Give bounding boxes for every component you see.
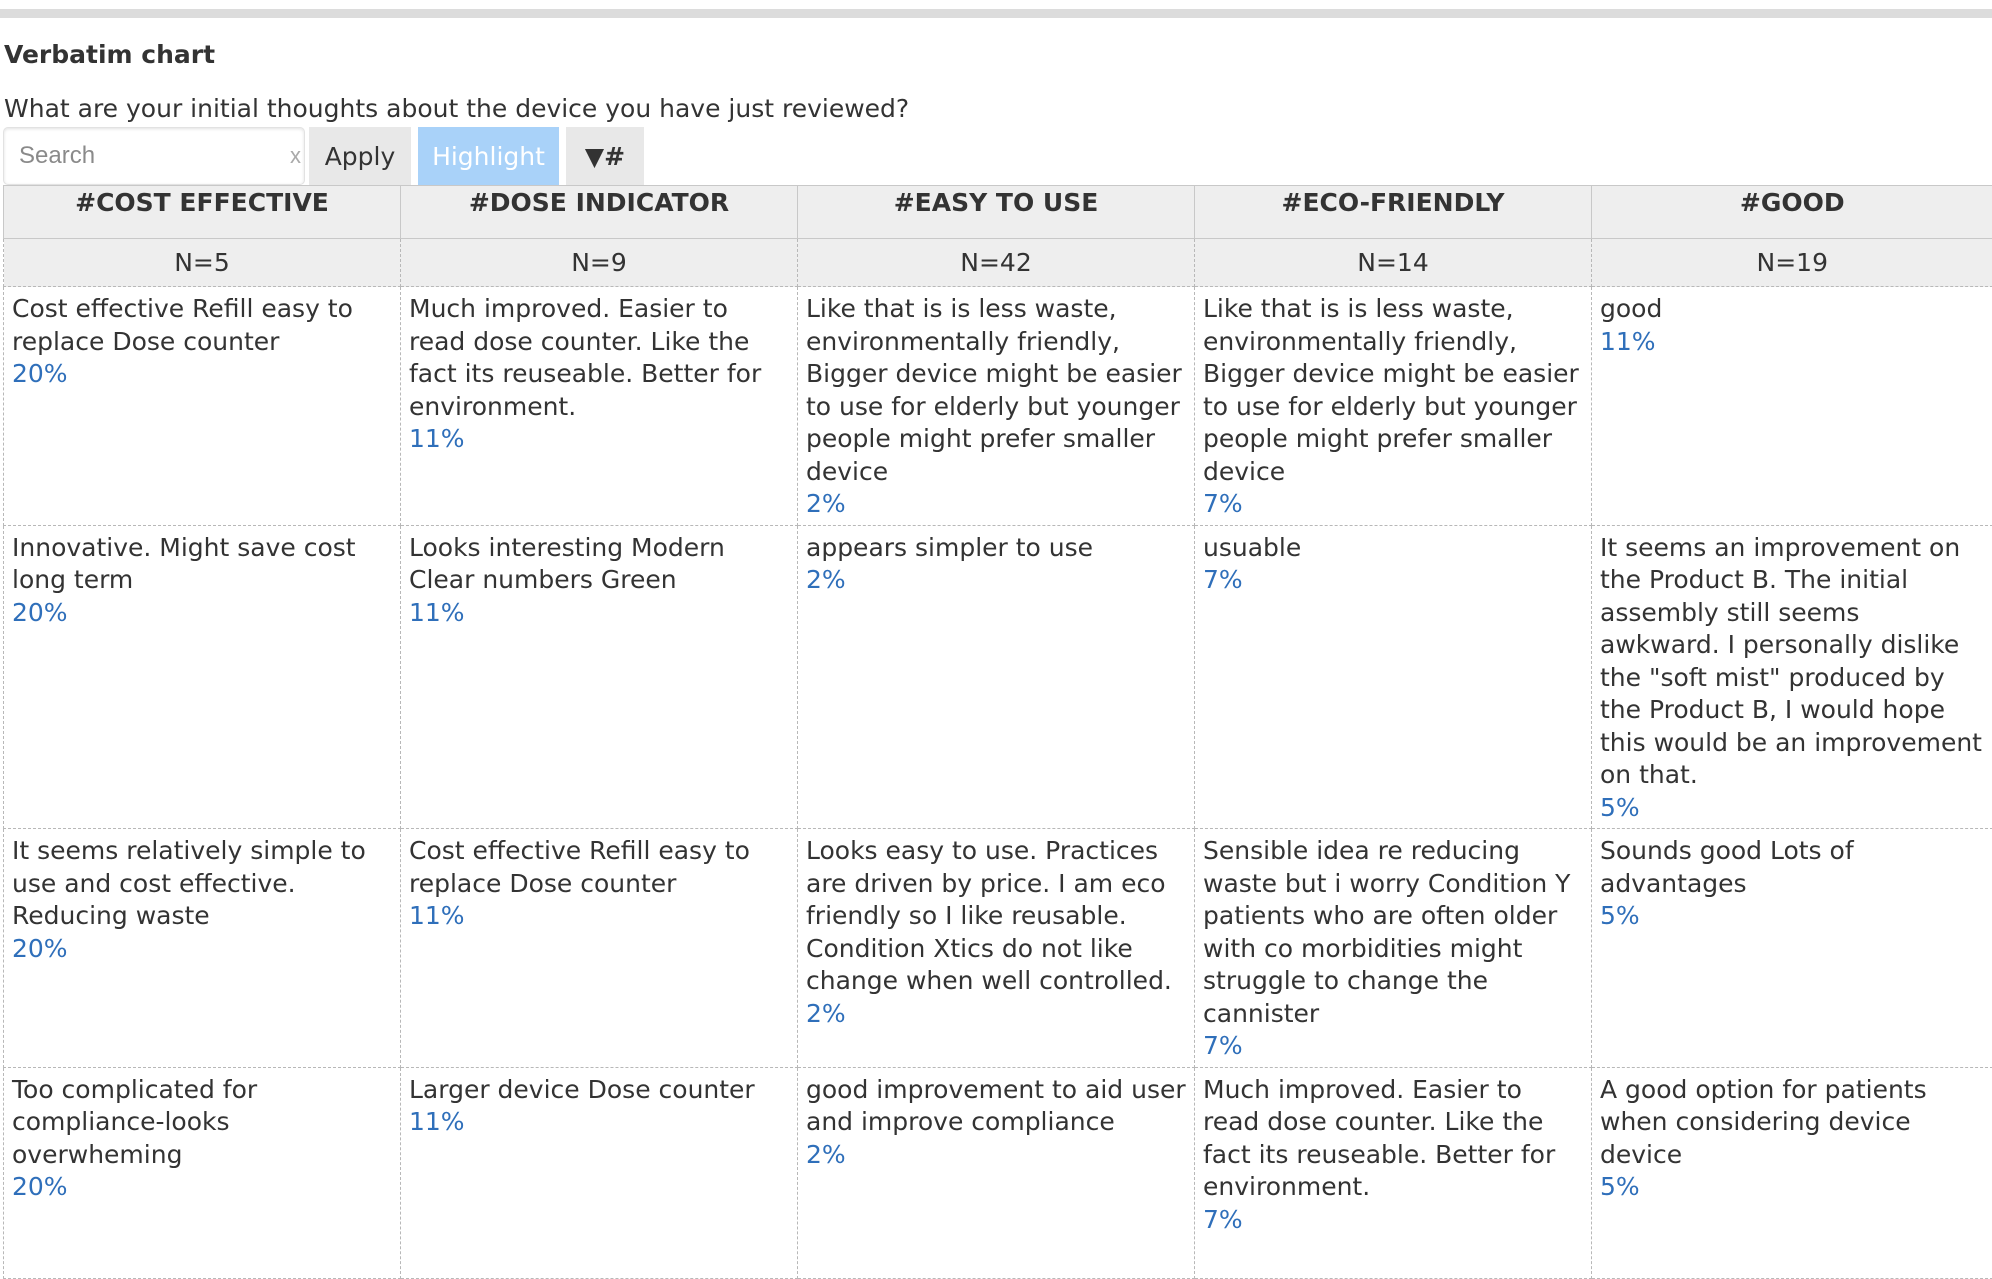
verbatim-cell — [1195, 287, 1592, 526]
verbatim-text: Like that is is less waste, environmentally friendly, Bigger device might be easier to use for elderly but younger people might prefer smaller device — [806, 293, 1186, 488]
verbatim-text: Much improved. Easier to read dose counter. Like the fact its reuseable. Better for environment. — [1203, 1074, 1583, 1204]
verbatim-percent: 7% — [1203, 564, 1583, 597]
verbatim-cell — [1592, 829, 1992, 1068]
verbatim-text: good improvement to aid user and improve compliance — [806, 1074, 1186, 1139]
verbatim-percent: 20% — [12, 1171, 392, 1204]
verbatim-cell — [1195, 1067, 1592, 1278]
verbatim-percent: 11% — [409, 423, 789, 456]
apply-button[interactable]: Apply — [309, 127, 411, 185]
verbatim-percent: 20% — [12, 933, 392, 966]
verbatim-cell — [4, 287, 401, 526]
verbatim-percent: 11% — [1600, 326, 1985, 359]
verbatim-percent: 7% — [1203, 1030, 1583, 1063]
verbatim-percent: 2% — [806, 564, 1186, 597]
search-box — [3, 127, 305, 185]
verbatim-text: Larger device Dose counter — [409, 1074, 789, 1107]
table-row — [4, 525, 1992, 829]
count-row — [4, 239, 1992, 287]
verbatim-cell — [1195, 829, 1592, 1068]
verbatim-percent: 2% — [806, 998, 1186, 1031]
verbatim-cell — [4, 525, 401, 829]
verbatim-text: It seems an improvement on the Product B. The initial assembly still seems awkward. I personally dislike the "soft mist" produced by the Product B, I would hope this would be an improvement on that. — [1600, 532, 1985, 792]
verbatim-cell — [4, 829, 401, 1068]
verbatim-percent: 7% — [1203, 488, 1583, 521]
column-header[interactable]: #GOOD — [1592, 186, 1992, 239]
column-count: N=19 — [1592, 239, 1992, 287]
verbatim-percent: 2% — [806, 1139, 1186, 1172]
sort-filter-button[interactable]: ▼# — [566, 127, 644, 185]
header-row — [4, 186, 1992, 239]
verbatim-table — [3, 185, 1992, 1279]
verbatim-percent: 11% — [409, 1106, 789, 1139]
question-text: What are your initial thoughts about the device you have just reviewed? — [4, 94, 909, 123]
table-row — [4, 829, 1992, 1068]
verbatim-cell — [401, 525, 798, 829]
verbatim-text: Innovative. Might save cost long term — [12, 532, 392, 597]
verbatim-cell — [401, 287, 798, 526]
verbatim-cell — [798, 525, 1195, 829]
verbatim-percent: 2% — [806, 488, 1186, 521]
search-input[interactable] — [4, 128, 274, 184]
verbatim-percent: 5% — [1600, 1171, 1985, 1204]
verbatim-percent: 11% — [409, 597, 789, 630]
verbatim-cell — [4, 1067, 401, 1278]
verbatim-text: Like that is is less waste, environmentally friendly, Bigger device might be easier to use for elderly but younger people might prefer smaller device — [1203, 293, 1583, 488]
verbatim-percent: 5% — [1600, 900, 1985, 933]
verbatim-text: Much improved. Easier to read dose counter. Like the fact its reuseable. Better for environment. — [409, 293, 789, 423]
verbatim-text: Sensible idea re reducing waste but i worry Condition Y patients who are often older with co morbidities might struggle to change the cannister — [1203, 835, 1583, 1030]
verbatim-text: good — [1600, 293, 1985, 326]
verbatim-text: Cost effective Refill easy to replace Dose counter — [409, 835, 789, 900]
toolbar — [3, 127, 651, 185]
verbatim-cell — [1592, 287, 1992, 526]
verbatim-text: Looks easy to use. Practices are driven by price. I am eco friendly so I like reusable. Condition Xtics do not like change when well controlled. — [806, 835, 1186, 998]
page-title: Verbatim chart — [4, 40, 215, 69]
verbatim-percent: 7% — [1203, 1204, 1583, 1237]
column-header[interactable]: #EASY TO USE — [798, 186, 1195, 239]
column-header[interactable]: #ECO-FRIENDLY — [1195, 186, 1592, 239]
verbatim-cell — [1195, 525, 1592, 829]
clear-search-icon[interactable]: x — [290, 141, 304, 171]
verbatim-text: It seems relatively simple to use and cost effective. Reducing waste — [12, 835, 392, 933]
verbatim-text: Looks interesting Modern Clear numbers Green — [409, 532, 789, 597]
column-header[interactable]: #DOSE INDICATOR — [401, 186, 798, 239]
verbatim-cell — [1592, 525, 1992, 829]
verbatim-cell — [798, 829, 1195, 1068]
verbatim-text: A good option for patients when considering device device — [1600, 1074, 1985, 1172]
verbatim-percent: 20% — [12, 358, 392, 391]
verbatim-cell — [1592, 1067, 1992, 1278]
verbatim-cell — [401, 1067, 798, 1278]
table-row — [4, 1067, 1992, 1278]
column-header[interactable]: #COST EFFECTIVE — [4, 186, 401, 239]
column-count: N=5 — [4, 239, 401, 287]
highlight-button[interactable]: Highlight — [418, 127, 559, 185]
verbatim-percent: 11% — [409, 900, 789, 933]
verbatim-text: Cost effective Refill easy to replace Dose counter — [12, 293, 392, 358]
column-count: N=42 — [798, 239, 1195, 287]
verbatim-text: Sounds good Lots of advantages — [1600, 835, 1985, 900]
verbatim-cell — [401, 829, 798, 1068]
verbatim-cell — [798, 1067, 1195, 1278]
verbatim-text: usuable — [1203, 532, 1583, 565]
top-divider-bar — [0, 9, 1992, 18]
column-count: N=14 — [1195, 239, 1592, 287]
table-row — [4, 287, 1992, 526]
column-count: N=9 — [401, 239, 798, 287]
verbatim-text: Too complicated for compliance-looks overwheming — [12, 1074, 392, 1172]
verbatim-cell — [798, 287, 1195, 526]
verbatim-percent: 5% — [1600, 792, 1985, 825]
verbatim-percent: 20% — [12, 597, 392, 630]
verbatim-text: appears simpler to use — [806, 532, 1186, 565]
